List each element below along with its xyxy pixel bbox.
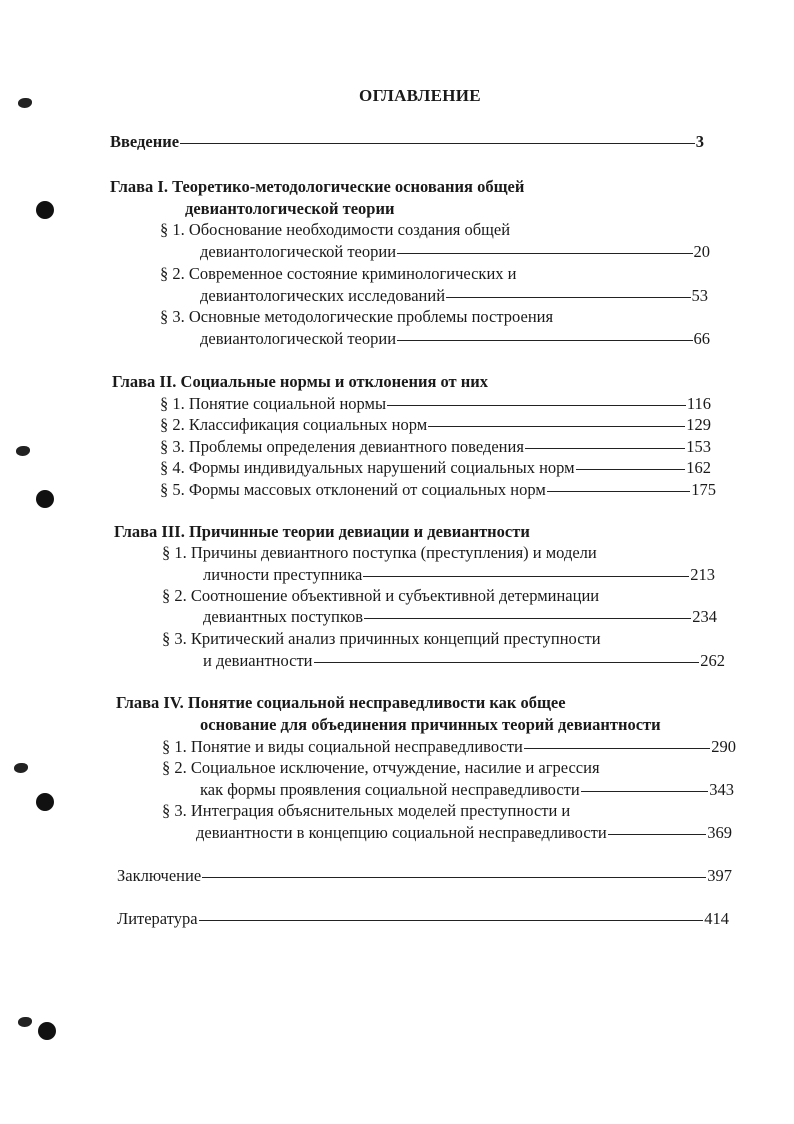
toc-entry-conclusion (117, 865, 732, 886)
toc-page-number: 153 (686, 437, 711, 456)
section-title: § 2. Классификация социальных норм (160, 415, 428, 434)
toc-page-number: 290 (711, 737, 736, 756)
toc-entry-literature (117, 908, 729, 929)
toc-page-number: 343 (709, 780, 734, 799)
chapter-title: Глава II. Социальные нормы и отклонения от них (112, 372, 489, 391)
section-title: § 1. Причины девиантного поступка (преступления) и модели (162, 543, 597, 562)
toc-entry-label: Литература (117, 909, 198, 928)
leader-line (608, 834, 707, 835)
toc-entry (203, 606, 717, 627)
toc-page-number: 162 (686, 458, 711, 477)
section-title: § 4. Формы индивидуальных нарушений социальных норм (160, 458, 575, 477)
toc-page-number: 262 (700, 651, 725, 670)
leader-line (581, 791, 709, 792)
toc-page-number: 397 (707, 866, 732, 885)
chapter-title: Глава III. Причинные теории девиации и девиантности (114, 522, 530, 541)
section-title-cont: и девиантности (203, 651, 313, 670)
toc-entry (203, 650, 725, 671)
section-title-cont: личности преступника (203, 565, 363, 584)
section-title: § 2. Соотношение объективной и субъективной детерминации (162, 586, 600, 605)
chapter-title: основание для объединения причинных теорий девиантности (200, 715, 661, 734)
scan-mark (14, 763, 28, 773)
punch-hole (36, 490, 54, 508)
section-title: § 3. Интеграция объяснительных моделей преступности и (162, 801, 571, 820)
toc-page-number: 213 (690, 565, 715, 584)
toc-entry (160, 479, 716, 500)
leader-line (397, 340, 692, 341)
toc-entry (200, 241, 710, 262)
section-title-cont: девиантности в концепцию социальной несправедливости (196, 823, 607, 842)
toc-entry (200, 285, 708, 306)
leader-line (387, 405, 686, 406)
scan-mark (16, 446, 30, 456)
leader-line (314, 662, 700, 663)
toc-entry (196, 822, 732, 843)
page-title: ОГЛАВЛЕНИЕ (359, 86, 481, 105)
leader-line (446, 297, 690, 298)
leader-line (364, 618, 691, 619)
section-title: § 1. Обоснование необходимости создания общей (160, 220, 511, 239)
section-title-cont: как формы проявления социальной несправедливости (200, 780, 580, 799)
chapter-title: Глава I. Теоретико-методологические основания общей (110, 177, 525, 196)
toc-entry-intro (110, 131, 704, 152)
section-title: § 2. Социальное исключение, отчуждение, насилие и агрессия (162, 758, 600, 777)
leader-line (576, 469, 686, 470)
section-title: § 2. Современное состояние криминологических и (160, 264, 517, 283)
leader-line (397, 253, 692, 254)
section-title-cont: девиантологической теории (200, 242, 397, 261)
toc-entry (200, 779, 734, 800)
section-title-cont: девиантных поступков (203, 607, 364, 626)
toc-entry (160, 436, 711, 457)
chapter-title: девиантологической теории (185, 199, 395, 218)
toc-page-number: 66 (693, 329, 710, 348)
toc-page-number: 234 (692, 607, 717, 626)
section-title: § 1. Понятие социальной нормы (160, 394, 387, 413)
section-title-cont: девиантологической теории (200, 329, 397, 348)
leader-line (202, 877, 706, 878)
toc-entry-label: Введение (110, 132, 180, 151)
toc-page-number: 53 (691, 286, 708, 305)
toc-page-number: 129 (686, 415, 711, 434)
toc-page-number: 369 (707, 823, 732, 842)
toc-entry (203, 564, 715, 585)
leader-line (428, 426, 685, 427)
section-title: § 3. Проблемы определения девиантного поведения (160, 437, 524, 456)
scan-mark (18, 1017, 32, 1027)
toc-entry (160, 393, 711, 414)
toc-page-number: 20 (693, 242, 710, 261)
toc-page-number: 116 (686, 394, 711, 413)
leader-line (524, 748, 710, 749)
toc-entry (200, 328, 710, 349)
chapter-title: Глава IV. Понятие социальной несправедливости как общее (116, 693, 566, 712)
punch-hole (36, 793, 54, 811)
toc-entry (162, 736, 736, 757)
toc-entry-label: Заключение (117, 866, 202, 885)
leader-line (199, 920, 704, 921)
punch-hole (36, 201, 54, 219)
toc-page-number: 175 (691, 480, 716, 499)
leader-line (363, 576, 689, 577)
toc-entry (160, 457, 711, 478)
toc-entry (160, 414, 711, 435)
leader-line (547, 491, 690, 492)
section-title: § 3. Критический анализ причинных концепций преступности (162, 629, 601, 648)
leader-line (525, 448, 685, 449)
section-title: § 1. Понятие и виды социальной несправедливости (162, 737, 523, 756)
section-title: § 3. Основные методологические проблемы построения (160, 307, 554, 326)
toc-page-number: 414 (704, 909, 729, 928)
leader-line (180, 143, 695, 144)
punch-hole (38, 1022, 56, 1040)
section-title-cont: девиантологических исследований (200, 286, 446, 305)
toc-page-number: 3 (695, 132, 704, 151)
section-title: § 5. Формы массовых отклонений от социальных норм (160, 480, 546, 499)
